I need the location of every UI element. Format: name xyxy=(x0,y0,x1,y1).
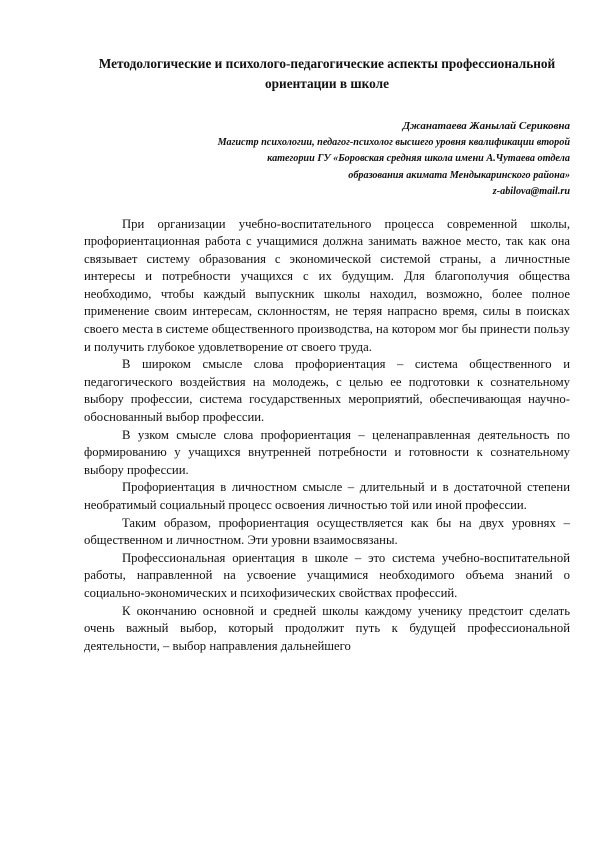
document-title: Методологические и психолого-педагогические аспекты профессиональной ориентации в школе xyxy=(98,56,556,91)
paragraph: Профессиональная ориентация в школе – это система учебно-воспитательной работы, направленной на усвоение учащимися необходимого объема знаний о социально-экономических и психофизических свойствах профессий. xyxy=(84,550,570,600)
document-body xyxy=(84,216,570,656)
document-page xyxy=(84,54,570,655)
author-email: z-abilova@mail.ru xyxy=(492,186,570,197)
paragraph: При организации учебно-воспитательного процесса современной школы, профориентационная работа с учащимися должна занимать важное место, так как она связывает систему образования с экономической системой страны, а личностные интересы и потребности учащихся с их будущим. Для благополучия общества необходимо, чтобы каждый выпускник школы находил, возможно, более полное применение своим интересам, склонностям, не теряя напрасно время, силы в поисках своего места в системе общественного производства, на котором мог бы принести пользу и получить глубокое удовлетворение от своего труда. xyxy=(84,216,570,354)
author-organization-line1: категории ГУ «Боровская средняя школа имени А.Чутаева отдела xyxy=(267,153,570,164)
author-name: Джанатаева Жанылай Сериковна xyxy=(402,120,570,132)
paragraph: Таким образом, профориентация осуществляется как бы на двух уровнях – общественном и личностном. Эти уровни взаимосвязаны. xyxy=(84,515,570,548)
paragraph: В узком смысле слова профориентация – целенаправленная деятельность по формированию у учащихся внутренней потребности и готовности к сознательному выбору профессии. xyxy=(84,427,570,477)
paragraph: К окончанию основной и средней школы каждому ученику предстоит сделать очень важный выбор, который продолжит путь к будущей профессиональной деятельности, – выбор направления дальнейшего xyxy=(84,603,570,653)
author-position: Магистр психологии, педагог-психолог высшего уровня квалификации второй xyxy=(217,136,570,148)
author-organization-line2: образования акимата Мендыкаринского района» xyxy=(348,169,570,181)
paragraph: Профориентация в личностном смысле – длительный и в достаточной степени необратимый социальный процесс освоения личностью той или иной профессии. xyxy=(84,480,570,512)
paragraph: В широком смысле слова профориентация – система общественного и педагогического воздействия на молодежь, с целью ее подготовки к сознательному выбору профессии, система государственных мероприятий, обеспечивающая научно-обоснованный выбор профессии. xyxy=(84,357,570,425)
author-block xyxy=(84,118,570,201)
